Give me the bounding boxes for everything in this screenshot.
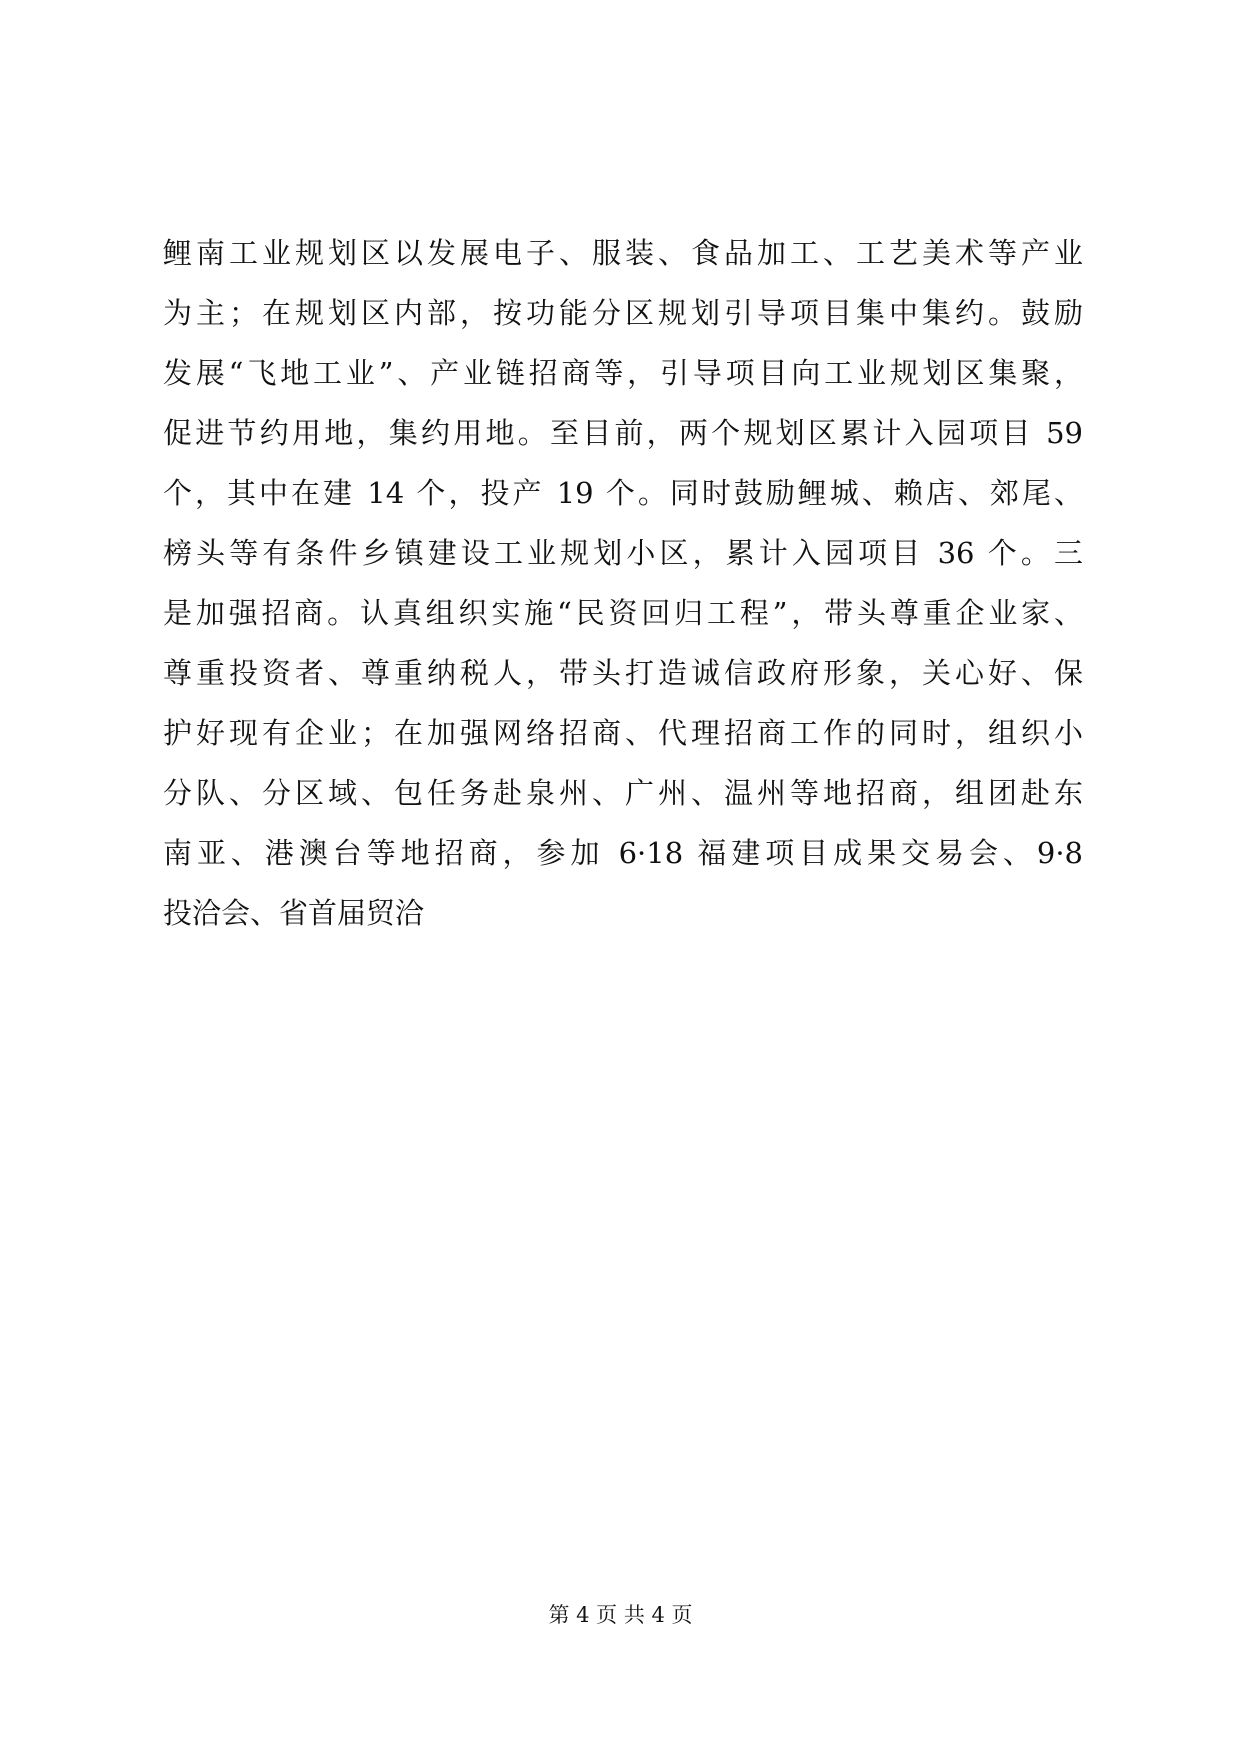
text-line: 鲤南工业规划区以发展电子、服装、食品加工、工艺美术等产业 xyxy=(163,236,1083,270)
page-number-footer: 第 4 页 共 4 页 xyxy=(548,1603,693,1627)
text-line: 投洽会、省首届贸洽 xyxy=(163,896,425,930)
text-line: 为主；在规划区内部，按功能分区规划引导项目集中集约。鼓励 xyxy=(163,296,1083,330)
text-line: 护好现有企业；在加强网络招商、代理招商工作的同时，组织小 xyxy=(163,716,1083,750)
text-line: 促进节约用地，集约用地。至目前，两个规划区累计入园项目 59 xyxy=(163,416,1083,450)
text-line: 分队、分区域、包任务赴泉州、广州、温州等地招商，组团赴东 xyxy=(163,776,1083,810)
text-line: 榜头等有条件乡镇建设工业规划小区，累计入园项目 36 个。三 xyxy=(163,536,1083,570)
text-line: 个，其中在建 14 个，投产 19 个。同时鼓励鲤城、赖店、郊尾、 xyxy=(163,476,1083,510)
text-line: 南亚、港澳台等地招商，参加 6·18 福建项目成果交易会、9·8 xyxy=(163,836,1083,870)
body-paragraph xyxy=(163,223,1083,943)
text-line: 尊重投资者、尊重纳税人，带头打造诚信政府形象，关心好、保 xyxy=(163,656,1083,690)
text-line: 是加强招商。认真组织实施“民资回归工程”，带头尊重企业家、 xyxy=(163,596,1083,630)
text-line: 发展“飞地工业”、产业链招商等，引导项目向工业规划区集聚， xyxy=(163,356,1083,390)
